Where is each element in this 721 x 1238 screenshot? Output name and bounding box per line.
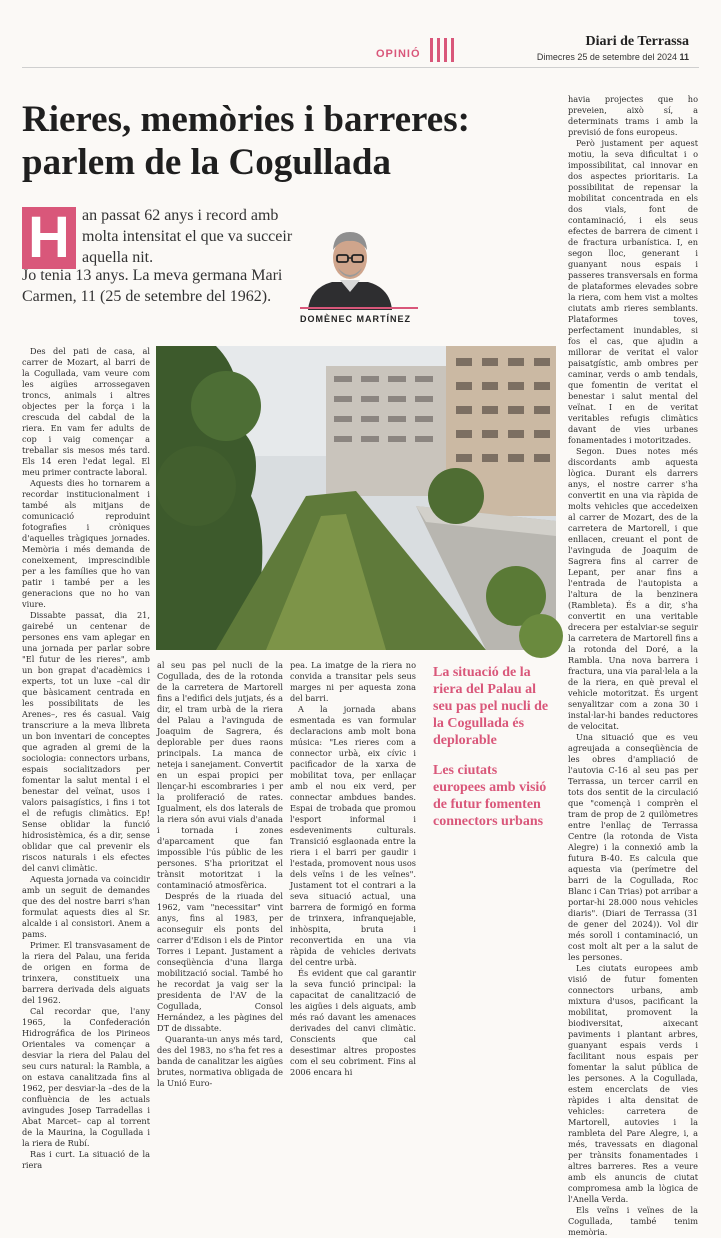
section-label: OPINIÓ bbox=[376, 48, 421, 60]
paragraph: Segon. Dues notes més discordants amb aquesta lògica. Durant els darrers anys, el nostre carrer s'ha convertit en una via ràpida de molts vehicles que accedeixen al carrer de Mozart, des de la carretera de Martorell, i que enllacen, creuant el pont de l'avinguda de Joaquim de Sagrera fins al carrer de Lepant, per anar fins a l'entrada de l'autopista a l'altura de la benzinera (Rambleta). És a dir, s'ha convertit en una veritable drecera per estalviar-se seguir la carretera de Martorell fins a la rotonda del Doré, a la Rambla. Una nova barrera i fractura, una via paral·lela a la de la riera, en què preval el vehicle motoritzat. És urgent senyalitzar com a zona 30 i instal·lar-hi bandes reductores de velocitat. bbox=[568, 446, 698, 731]
body-column-1 bbox=[22, 346, 150, 1170]
pull-quote-1: La situació de la riera del Palau al seu pas pel nucli de la Cogullada és deplorable bbox=[433, 665, 549, 748]
paragraph: Els veïns i veïnes de la Cogullada, també tenim memòria. bbox=[568, 1205, 698, 1237]
body-column-5 bbox=[568, 94, 699, 1237]
article-headline: Rieres, memòries i barreres: parlem de la Cogullada bbox=[22, 99, 470, 183]
author-rule bbox=[300, 307, 418, 309]
lead-rest: Jo tenia 13 anys. La meva germana Mari Carmen, 11 (25 de setembre del 1962). bbox=[22, 267, 283, 305]
newspaper-logo: Diari de Terrassa bbox=[585, 34, 689, 49]
paragraph: És evident que cal garantir la seva funció principal: la capacitat de canalització de les aigües i dels aiguats, amb més raó davant les amenaces derivades del canvi climàtic. Conscients que cal desestimar altres propostes com el seu cobriment. Fins al 2006 encara hi bbox=[290, 968, 416, 1077]
riera-photo bbox=[156, 346, 556, 650]
paragraph: Després de la riuada del 1962, vam "necessitar" vint anys, fins al 1983, per aconseguir els ponts del carrer d'Edison i els de Pintor Torres i Lepant. Justament a conseqüència d'una llarga mobilització social. També ho he recordat ja vaig ser la presidenta de l'AV de la Cogullada, Consol Hernández, a les pàgines del DT de dissabte. bbox=[157, 891, 283, 1033]
paragraph: Dissabte passat, dia 21, gairebé un centenar de persones ens vam aplegar en una jornada per parlar sobre "El futur de les rieres", amb un bon grapat d'acadèmics i experts, tot un luxe –cal dir que bàsicament centrada en les possibilitats de les Arenes–, res és casual. Vaig transcriure a la meva llibreta un bon inventari de conceptes que agraden al gremi de la sociologia: connectors urbans, espais socialitzadors per fomentar la salut mental i el benestar del veïnat, usos i valors paisagístics, i fins i tot el de refugis climàtics. Ep! Sense oblidar la funció hidrosistèmica, és a dir, sense oblidar que cal prevenir els riscos naturals i els efectes del canvi climàtic. bbox=[22, 610, 150, 873]
paragraph: A la jornada abans esmentada es van formular declaracions amb molt bona música: "Les rieres com a connector urbà, eix cívic i pacificador de la xarxa de mobilitat tova, per enllaçar amb el nou eix verd, per connectar ambdues bandes. Espai de trobada que promou l'esport informal i esdeveniments culturals. Transició esglaonada entre la riera i el barri per gaudir i l'estada, promovent nous usos dels veïns i de les veïnes". Justament tot el contrari a la seva situació actual, una barrera de formigó en forma de trinxera, infranquejable, inhòspita, bruta i reconvertida en una via ràpida de vehicles derivats del centre urbà. bbox=[290, 704, 416, 967]
pull-quote-2: Les ciutats europees amb visió de futur fomenten connectors urbans bbox=[433, 763, 547, 829]
paragraph: Ras i curt. La situació de la riera bbox=[22, 1149, 150, 1170]
author-name: DOMÈNEC MARTÍNEZ bbox=[300, 314, 411, 324]
paragraph: Des del pati de casa, al carrer de Mozart, al barri de la Cogullada, vam veure com les aigües arrossegaven troncs, animals i altres objectes per la força i la crescuda del cabdal de la riera. En vam fer adults de cop i vaig començar a treballar sis mesos més tard. Els 14 eren l'edat legal. El meu primer contracte laboral. bbox=[22, 346, 150, 477]
page-number: 11 bbox=[679, 52, 689, 62]
issue-date: Dimecres 25 de setembre del 2024 bbox=[536, 52, 677, 62]
paragraph: Però justament per aquest motiu, la seva dificultat i o impossibilitat, cal innovar en dos aspectes prioritaris. La possibilitat de repensar la mobilitat concentrada en els dos vials, font de contaminació, i els seus efectes de barrera de ciment i de fractura urbanística. I, en segon lloc, generant i guanyant nous espais i passeres transversals en forma de plataformes elevades sobre la riera, com hem vist a moltes ciutats amb rieres semblants. Plataformes toves, perfectament inundables, si fos el cas, que ajudin a millorar de veritat el valor paisatgístic, amb ombres per caminar, verds o amb tendals, que fomentin de veritat el benestar i salut mental del veïnat. I en de veritat veritables refugis climàtics davant de vies urbanes fonamentades i motoritzades. bbox=[568, 138, 698, 445]
paragraph: pea. La imatge de la riera no convida a transitar pels seus marges ni per aquesta zona del barri. bbox=[290, 660, 416, 703]
paragraph: Les ciutats europees amb visió de futur fomenten connectors urbans, amb mixtura d'usos, pacificant la mobilitat, promovent la biodiversitat, aixecant paviments i plantant arbres, guanyant espais verds i facilitant nous espais per fomentar la salut pública de les persones. A la Cogullada, estem encerclats de vies ràpides i alta densitat de vehicles: carretera de Martorell, autovies i la rambleta del Pare Alegre, i, a més, travessats en diagonal per trànsits fonamentades i altres barreres. Res a veure amb els anuncis de ciutat compromesa amb la lògica de l'Anella Verda. bbox=[568, 963, 698, 1204]
body-column-3 bbox=[290, 660, 416, 1077]
body-column-2 bbox=[157, 660, 283, 1088]
paragraph: Cal recordar que, l'any 1965, la Confederación Hidrográfica de los Pirineos Orientales va començar a desviar la riera del Palau del seu curs natural: la Rambla, a on estava canalitzada fins al 1962, per desviar-la –des de la confluència de les actuals avingudes Josep Tarradellas i Abat Marcet– cap al torrent de la Maurina, la Cogullada i la riera de Rubí. bbox=[22, 1006, 150, 1148]
paragraph: Aquests dies ho tornarem a recordar institucionalment i també als mitjans de comunicació reproduint fotografies i cròniques d'aquelles tràgiques jornades. Memòria i més demanda de coneixement, imprescindible per a les famílies que ho van patir i també per a les generacions que no ho van viure. bbox=[22, 478, 150, 609]
paragraph: Aquesta jornada va coincidir amb un seguit de demandes que des del nostre barri s'han formulat aquests dies al Sr. alcalde i al consistori. Anem a pams. bbox=[22, 874, 150, 939]
paragraph: al seu pas pel nucli de la Cogullada, des de la rotonda de la carretera de Martorell fins a l'edifici dels jutjats, és a dir, el tram urbà de la riera del Palau a l'avinguda de Joaquim de Sagrera, és deplorable per dues raons principals. La manca de neteja i sanejament. Convertit en un espai propici per llençar-hi escombraries i per la proliferació de rates. Igualment, els dos laterals de la riera són avui vials d'anada i tornada i zones d'aparcament que fan impossible l'ús públic de les persones. S'ha prioritzat el trànsit motoritzat i la contaminació atmosfèrica. bbox=[157, 660, 283, 890]
author-portrait bbox=[300, 210, 400, 310]
paragraph: havia projectes que ho preveien, això sí, a determinats trams i amb la previsió de fons europeus. bbox=[568, 94, 698, 137]
header-rule bbox=[22, 67, 699, 68]
lead-first: an passat 62 anys i record amb molta intensitat el que va succeir aquella nit. bbox=[82, 207, 293, 266]
paragraph: Quaranta-un anys més tard, des del 1983, no s'ha fet res a banda de canalitzar les aigües brutes, normativa obligada de la Unió Euro- bbox=[157, 1034, 283, 1088]
date-line bbox=[537, 52, 689, 62]
section-bars-ornament bbox=[430, 38, 458, 62]
paragraph: Primer. El transvasament de la riera del Palau, una ferida de origen en forma de trinxera, constitueix una barrera derivada dels aiguats del 1962. bbox=[22, 940, 150, 1005]
paragraph: Una situació que es veu agreujada a conseqüència de les obres d'ampliació de l'autovia C-16 al seu pas per Terrassa, un tercer carril en tots dos sentit de la circulació que "començà i comprèn el tram de prop de 2 quilòmetres entre l'enllaç de Terrassa Centre (la rotonda de Vista Alegre) i la connexió amb la futura B-40. Es calcula que aquesta via (perímetre del barri de la Cogullada, Roc Blanc i Can Trias) pot arribar a portar-hi 28.000 nous vehicles diaris". (Diari de Terrassa (31 de gener del 2024)). Vol dir més soroll i contaminació, un cost molt alt per a la salut de les persones. bbox=[568, 732, 699, 962]
drop-cap: H bbox=[22, 207, 76, 269]
